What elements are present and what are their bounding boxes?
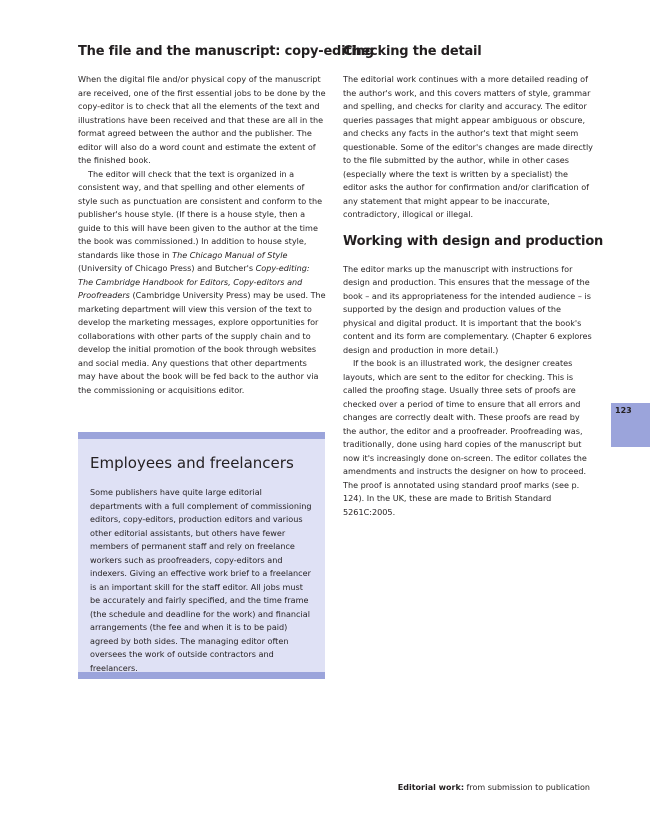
- sidebar-heading: Employees and freelancers: [90, 454, 294, 472]
- left-column: [78, 44, 374, 397]
- book-title-chicago-manual: The Chicago Manual of Style: [172, 249, 288, 260]
- text-run: (University of Chicago Press) and Butcher's: [78, 263, 256, 273]
- footer-chapter-label: Editorial work:: [397, 783, 465, 792]
- right-column: [343, 44, 604, 519]
- section-heading-design-production: Working with design and production: [343, 233, 604, 249]
- sidebar-box-employees-freelancers: [78, 432, 325, 679]
- text-run: The editor will check that the text is organized in a consistent way, and that spelling and other elements of style such as punctuation are consistent and conform to the publisher's house style. (If there is a house style, then a guide to this will have been given to the author at the time the book was commissioned.) In addition to house style, standards like those in: [78, 168, 323, 260]
- section-spacer: [343, 222, 593, 234]
- paragraph-detailed-reading: The editorial work continues with a more detailed reading of the author's work, and this covers matters of style, grammar and spelling, and checks for clarity and accuracy. The editor queries passages that might appear ambiguous or obscure, and checks any facts in the author's text that might seem questionable. Some of the editor's changes are made directly to the file submitted by the author, while in other cases (especially where the text is written by a specialist) the editor asks the author for confirmation and/or clarification of any statement that might appear to be inaccurate, contradictory, illogical or illegal.: [343, 74, 593, 219]
- paragraph-house-style: [78, 168, 326, 398]
- sidebar-text: Some publishers have quite large editorial departments with a full complement of commissioning editors, copy-editors, production editors and various other editorial assistants, but others have fewer members of permanent staff and rely on freelance workers such as proofreaders, copy-editors and indexers. Giving an effective work brief to a freelancer is an important skill for the staff editor. All jobs must be accurately and fairly specified, and the time frame (the schedule and deadline for the work) and financial arrangements (the fee and when it is to be paid) agreed by both sides. The managing editor often oversees the work of outside contractors and freelancers.: [90, 487, 312, 673]
- running-footer: [398, 783, 590, 792]
- section-heading-copy-editing: The file and the manuscript: copy-editing: [78, 44, 374, 59]
- paragraph-markup-manuscript: The editor marks up the manuscript with instructions for design and production. This ensures that the message of the book – and its appropriateness for the intended audience – is supported by the design and production values of the physical and digital product. It is important that the book's content and its form are complementary. (Chapter 6 explores design and production in more detail.): [343, 263, 592, 355]
- section-heading-checking-detail: Checking the detail: [343, 44, 482, 59]
- text-run: (Cambridge University Press) may be used. The marketing department will view this version of the text to develop the marketing messages, explore opportunities for collaborations with other parts of the supply chain and to develop the initial promotion of the book through websites and social media. Any questions that other departments may have about the book will be fed back to the author via the commissioning or acquisitions editor.: [78, 290, 326, 395]
- page-number-tab: [611, 403, 650, 447]
- page-number: 123: [615, 406, 632, 415]
- paragraph-file-received: When the digital file and/or physical copy of the manuscript are received, one of the first essential jobs to be done by the copy-editor is to check that all the elements of the text and illustrations have been received and that these are all in the format agreed between the author and the publisher. The editor will also do a word count and estimate the extent of the finished book.: [78, 74, 326, 165]
- book-title-butchers-copy-editing: Copy-editing: The Cambridge Handbook for Editors, Copy-editors and Proofreaders: [78, 263, 310, 300]
- footer-chapter-title: from submission to publication: [464, 783, 590, 792]
- paragraph-proofing-stage: If the book is an illustrated work, the designer creates layouts, which are sent to the editor for checking. This is called the proofing stage. Usually three sets of proofs are checked over a period of time to ensure that all errors and changes are correctly dealt with. These proofs are read by the author, the editor and a proofreader. Proofreading was, traditionally, done using hard copies of the manuscript but now it's increasingly done on-screen. The editor collates the amendments and instructs the designer on how to proceed. The proof is annotated using standard proof marks (see p. 124). In the UK, these are made to British Standard 5261C:2005.: [343, 358, 587, 517]
